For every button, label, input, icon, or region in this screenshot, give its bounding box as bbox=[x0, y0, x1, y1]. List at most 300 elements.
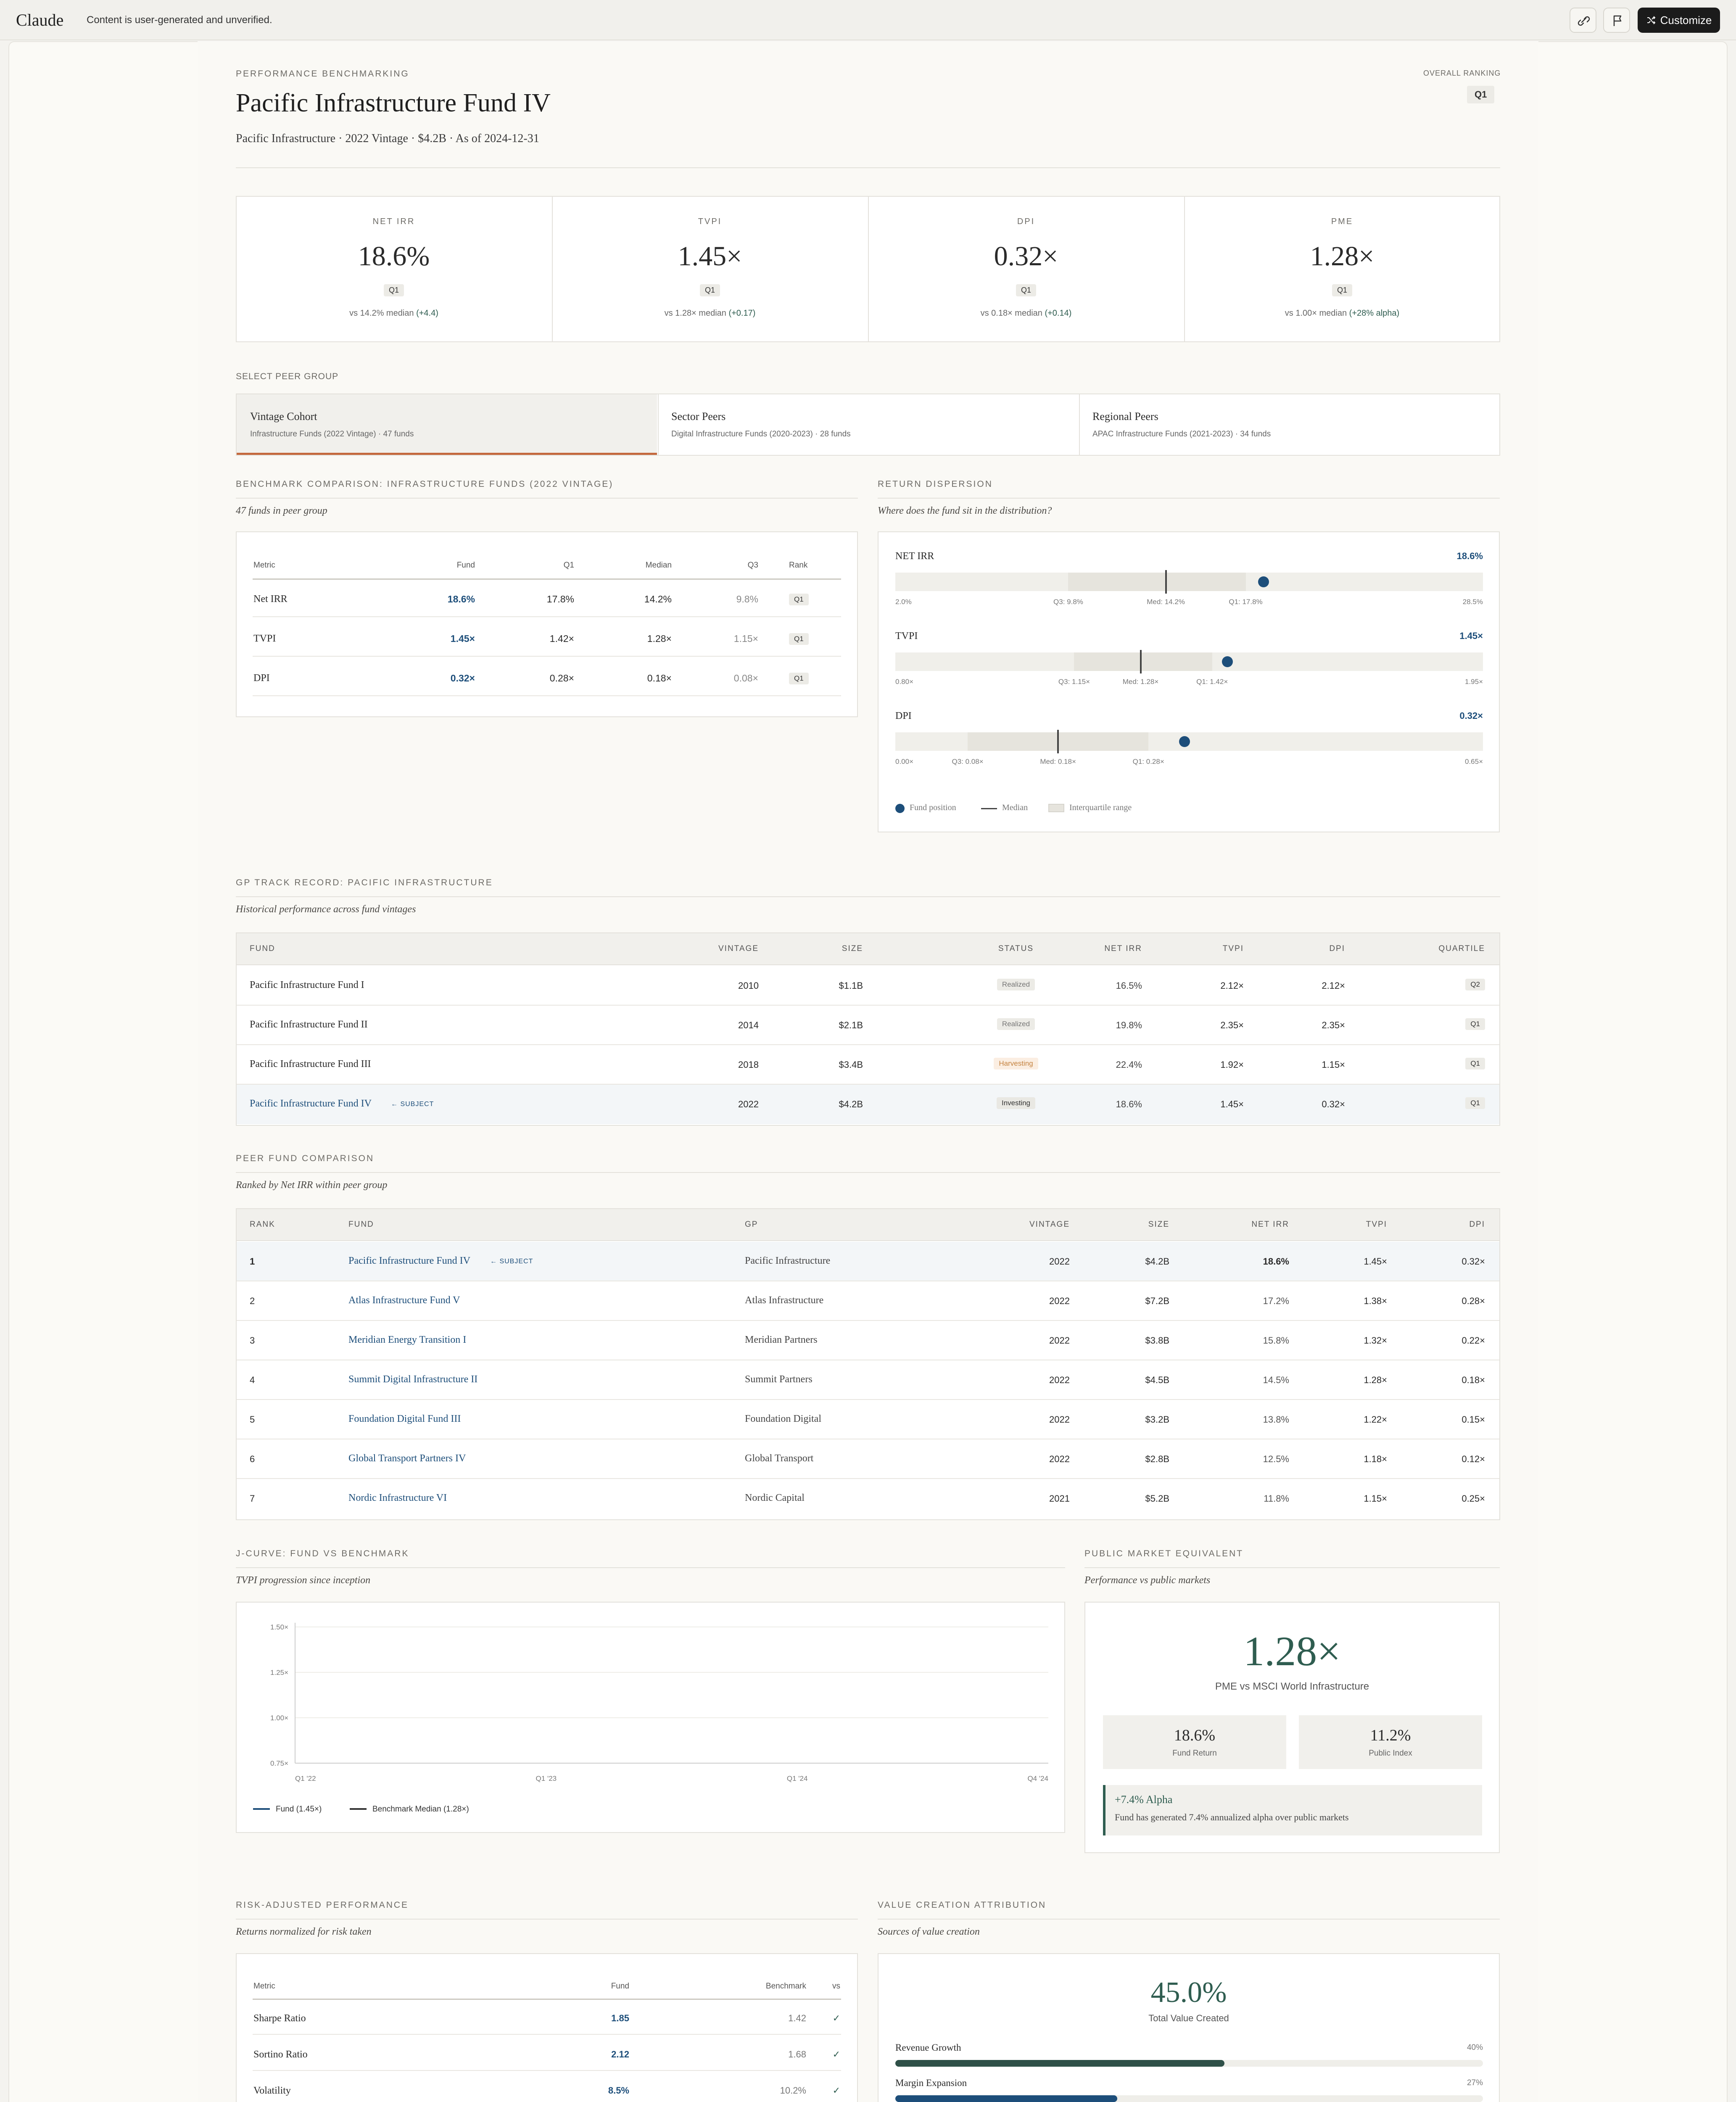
bench-header-rule bbox=[253, 578, 841, 580]
track-header: NET IRR bbox=[1104, 944, 1142, 953]
risk-header: vs bbox=[832, 1982, 840, 1991]
track-fund-name: Pacific Infrastructure Fund I bbox=[250, 980, 364, 990]
peers-row-rule bbox=[237, 1399, 1499, 1400]
tab-sector[interactable] bbox=[658, 394, 1078, 455]
peer-cell: 1.15× bbox=[1364, 1493, 1387, 1504]
alpha-note: Fund has generated 7.4% annualized alpha over public markets bbox=[1115, 1812, 1349, 1822]
track-cell: 2.35× bbox=[1322, 1020, 1345, 1030]
dispersion-tick: 2.0% bbox=[895, 598, 912, 606]
bench-row-rule bbox=[253, 656, 841, 657]
pme-value: 1.28× bbox=[1243, 1628, 1341, 1674]
dispersion-metric-name: NET IRR bbox=[895, 551, 934, 562]
peers-divider bbox=[236, 1172, 1500, 1173]
risk-title: RISK-ADJUSTED PERFORMANCE bbox=[236, 1900, 409, 1910]
peer-cell: 0.22× bbox=[1462, 1335, 1485, 1346]
peer-rank: 5 bbox=[250, 1414, 255, 1425]
risk-card bbox=[236, 1953, 858, 2102]
quartile-badge: Q1 bbox=[1465, 1058, 1485, 1069]
dispersion-median bbox=[1057, 730, 1059, 753]
kpi-value: 18.6% bbox=[358, 241, 430, 272]
tab-subtitle: Infrastructure Funds (2022 Vintage) · 47 funds bbox=[250, 430, 414, 438]
y-tick: 0.75× bbox=[270, 1759, 288, 1767]
pme-fund-label: Fund Return bbox=[1172, 1749, 1217, 1758]
rank-badge: Q1 bbox=[789, 633, 809, 645]
kpi-delta: (+0.14) bbox=[1045, 309, 1072, 318]
value-item-pct: 27% bbox=[1467, 2078, 1483, 2087]
bench-header: Fund bbox=[456, 561, 475, 570]
peer-rank: 2 bbox=[250, 1296, 255, 1306]
dispersion-iqr bbox=[1068, 573, 1245, 591]
kpi-comparison bbox=[1184, 309, 1500, 318]
kpi-delta: (+4.4) bbox=[416, 309, 438, 318]
rank-badge: Q1 bbox=[789, 673, 809, 684]
dispersion-tick: Med: 1.28× bbox=[1122, 678, 1159, 686]
risk-header-rule bbox=[253, 1999, 841, 2000]
dispersion-median bbox=[1165, 570, 1167, 594]
pme-index-label: Public Index bbox=[1369, 1749, 1412, 1758]
track-cell: 2.35× bbox=[1220, 1020, 1244, 1030]
track-title: GP TRACK RECORD: PACIFIC INFRASTRUCTURE bbox=[236, 878, 493, 887]
dispersion-tick: Med: 14.2% bbox=[1147, 598, 1185, 606]
peers-header: SIZE bbox=[1148, 1220, 1169, 1229]
y-tick: 1.00× bbox=[270, 1714, 288, 1722]
peers-header: TVPI bbox=[1366, 1220, 1387, 1229]
track-cell: $3.4B bbox=[839, 1059, 863, 1070]
bench-metric: TVPI bbox=[253, 633, 276, 644]
content-notice: Content is user-generated and unverified. bbox=[87, 14, 272, 26]
peer-gp: Pacific Infrastructure bbox=[745, 1255, 831, 1266]
overall-ranking-badge: Q1 bbox=[1467, 86, 1494, 103]
bench-metric: DPI bbox=[253, 673, 270, 684]
value-bar-fill bbox=[895, 2095, 1117, 2102]
app-logo[interactable]: Claude bbox=[16, 11, 64, 29]
kpi-quartile-badge: Q1 bbox=[700, 284, 720, 296]
x-tick: Q4 '24 bbox=[1027, 1775, 1048, 1782]
peer-cell: 0.28× bbox=[1462, 1296, 1485, 1306]
peer-cell: 0.12× bbox=[1462, 1454, 1485, 1464]
legend-median-line bbox=[981, 808, 997, 809]
track-cell: 22.4% bbox=[1116, 1059, 1142, 1070]
bench-header: Metric bbox=[253, 561, 275, 570]
bench-cell: 0.28× bbox=[549, 673, 574, 684]
overall-ranking-label: OVERALL RANKING bbox=[1423, 69, 1501, 77]
risk-header: Metric bbox=[253, 1982, 275, 1991]
link-button[interactable] bbox=[1570, 8, 1596, 33]
kpi-comparison-text: vs 14.2% median bbox=[349, 309, 414, 318]
value-item-name: Margin Expansion bbox=[895, 2078, 967, 2088]
track-header: FUND bbox=[250, 944, 275, 953]
dispersion-fund-dot bbox=[1222, 656, 1233, 667]
track-cell: 2.12× bbox=[1322, 980, 1345, 991]
kpi-value: 1.45× bbox=[678, 241, 742, 272]
peer-cell: 2022 bbox=[1049, 1375, 1070, 1385]
risk-row-rule bbox=[253, 2034, 841, 2035]
kpi-label: TVPI bbox=[698, 217, 722, 226]
peer-rank: 6 bbox=[250, 1454, 255, 1464]
peer-cell: $4.2B bbox=[1145, 1256, 1169, 1267]
bench-cell: 17.8% bbox=[546, 594, 574, 605]
dispersion-median bbox=[1140, 650, 1142, 673]
peer-fund-link[interactable]: Atlas Infrastructure Fund V bbox=[348, 1295, 460, 1306]
subject-tag: ← SUBJECT bbox=[490, 1258, 533, 1265]
track-header: DPI bbox=[1329, 944, 1345, 953]
legend-fund-label: Fund (1.45×) bbox=[276, 1805, 322, 1814]
peer-gp: Meridian Partners bbox=[745, 1334, 818, 1345]
flag-button[interactable] bbox=[1603, 8, 1630, 33]
top-bar bbox=[0, 0, 1736, 40]
value-total: 45.0% bbox=[1150, 1976, 1227, 2009]
dispersion-title: RETURN DISPERSION bbox=[878, 479, 993, 489]
x-tick: Q1 '22 bbox=[295, 1775, 316, 1782]
track-fund-name: Pacific Infrastructure Fund II bbox=[250, 1019, 368, 1030]
pme-divider bbox=[1084, 1567, 1500, 1568]
peer-group-label: SELECT PEER GROUP bbox=[236, 372, 339, 381]
status-badge: Investing bbox=[997, 1097, 1035, 1109]
peer-rank: 7 bbox=[250, 1493, 255, 1504]
tab-subtitle: Digital Infrastructure Funds (2020-2023) · 28 funds bbox=[671, 430, 851, 438]
pme-title: PUBLIC MARKET EQUIVALENT bbox=[1084, 1549, 1244, 1558]
bench-cell: 1.42× bbox=[549, 633, 574, 644]
x-tick: Q1 '24 bbox=[786, 1775, 808, 1782]
peer-cell: $7.2B bbox=[1145, 1296, 1169, 1306]
kpi-quartile-wrap bbox=[868, 284, 1184, 296]
peers-title: PEER FUND COMPARISON bbox=[236, 1154, 375, 1163]
track-header: VINTAGE bbox=[718, 944, 759, 953]
benchmark-subtitle: 47 funds in peer group bbox=[236, 505, 327, 516]
dispersion-tick: Q1: 17.8% bbox=[1229, 598, 1263, 606]
peers-header: DPI bbox=[1469, 1220, 1485, 1229]
dispersion-metric-name: TVPI bbox=[895, 631, 918, 642]
kpi-value: 0.32× bbox=[994, 241, 1058, 272]
kpi-quartile-wrap bbox=[552, 284, 868, 296]
peers-header: NET IRR bbox=[1251, 1220, 1289, 1229]
kpi-comparison bbox=[236, 309, 552, 318]
dispersion-tick: 0.65× bbox=[1464, 758, 1483, 766]
track-cell: 1.45× bbox=[1220, 1099, 1244, 1109]
risk-cell: 1.68 bbox=[788, 2049, 806, 2060]
peers-header: FUND bbox=[348, 1220, 374, 1229]
track-cell: 1.92× bbox=[1220, 1059, 1244, 1070]
flag-icon bbox=[1604, 8, 1631, 34]
track-row-rule bbox=[237, 1005, 1499, 1006]
peers-subtitle: Ranked by Net IRR within peer group bbox=[236, 1180, 388, 1191]
dispersion-tick: 0.00× bbox=[895, 758, 914, 766]
peers-row-rule bbox=[237, 1478, 1499, 1479]
value-total-label: Total Value Created bbox=[1148, 2013, 1229, 2023]
bench-cell: 18.6% bbox=[447, 594, 475, 605]
peer-cell: 14.5% bbox=[1263, 1375, 1289, 1385]
legend-benchmark-label: Benchmark Median (1.28×) bbox=[372, 1805, 469, 1814]
y-tick: 1.25× bbox=[270, 1669, 288, 1677]
page-title: Pacific Infrastructure Fund IV bbox=[236, 89, 551, 117]
dispersion-metric-value: 0.32× bbox=[1459, 710, 1483, 721]
value-subtitle: Sources of value creation bbox=[878, 1926, 980, 1937]
kpi-label: DPI bbox=[1017, 217, 1035, 226]
risk-metric: Sortino Ratio bbox=[253, 2049, 308, 2060]
benchmark-table-card bbox=[236, 531, 858, 717]
track-divider bbox=[236, 896, 1500, 897]
peer-cell: 1.32× bbox=[1364, 1335, 1387, 1346]
peer-cell: 2022 bbox=[1049, 1256, 1070, 1267]
benchmark-divider bbox=[236, 498, 858, 499]
bench-cell: 1.15× bbox=[733, 633, 758, 644]
dispersion-metric-name: DPI bbox=[895, 710, 912, 721]
peer-cell: 13.8% bbox=[1263, 1414, 1289, 1425]
kpi-delta: (+28% alpha) bbox=[1349, 309, 1400, 318]
track-cell: 0.32× bbox=[1322, 1099, 1345, 1109]
customize-label: Customize bbox=[1660, 13, 1712, 26]
status-badge: Realized bbox=[997, 1018, 1035, 1030]
link-icon bbox=[1570, 8, 1597, 34]
risk-divider bbox=[236, 1919, 858, 1920]
track-cell: 2014 bbox=[738, 1020, 759, 1030]
kpi-comparison-text: vs 1.00× median bbox=[1285, 309, 1347, 318]
kpi-quartile-wrap bbox=[1184, 284, 1500, 296]
tab-subtitle: APAC Infrastructure Funds (2021-2023) · 34 funds bbox=[1092, 430, 1271, 438]
bench-header: Q3 bbox=[747, 561, 758, 570]
peer-gp: Global Transport bbox=[745, 1453, 814, 1464]
risk-cell: 8.5% bbox=[608, 2085, 629, 2096]
track-header: TVPI bbox=[1222, 944, 1244, 953]
peer-cell: 0.15× bbox=[1462, 1414, 1485, 1425]
peer-gp: Foundation Digital bbox=[745, 1413, 821, 1424]
dispersion-tick: Q1: 1.42× bbox=[1196, 678, 1228, 686]
peer-fund-link[interactable]: Summit Digital Infrastructure II bbox=[348, 1374, 478, 1385]
risk-header: Fund bbox=[611, 1982, 629, 1991]
dispersion-tick: Q3: 1.15× bbox=[1058, 678, 1090, 686]
value-divider bbox=[878, 1919, 1500, 1920]
quartile-badge: Q2 bbox=[1465, 979, 1485, 990]
y-tick: 1.50× bbox=[270, 1623, 288, 1631]
dispersion-tick: 0.80× bbox=[895, 678, 914, 686]
bench-cell: 0.08× bbox=[733, 673, 758, 684]
check-icon: ✓ bbox=[832, 2085, 840, 2096]
peer-cell: 12.5% bbox=[1263, 1454, 1289, 1464]
legend-iqr-swatch bbox=[1048, 804, 1064, 812]
bench-metric: Net IRR bbox=[253, 594, 288, 605]
value-item-name: Revenue Growth bbox=[895, 2042, 961, 2053]
peer-cell: $3.2B bbox=[1145, 1414, 1169, 1425]
tab-vintage[interactable] bbox=[237, 394, 657, 455]
risk-metric: Volatility bbox=[253, 2085, 291, 2096]
bench-rank bbox=[789, 633, 809, 645]
peer-rank: 1 bbox=[250, 1256, 255, 1267]
peer-cell: 2021 bbox=[1049, 1493, 1070, 1504]
peer-cell: 1.45× bbox=[1364, 1256, 1387, 1267]
bench-row-rule bbox=[253, 695, 841, 696]
peers-row-rule bbox=[237, 1320, 1499, 1321]
track-fund-name[interactable]: Pacific Infrastructure Fund IV bbox=[250, 1098, 372, 1109]
dispersion-tick: Med: 0.18× bbox=[1040, 758, 1076, 766]
quartile-badge: Q1 bbox=[1465, 1018, 1485, 1030]
track-cell: $1.1B bbox=[839, 980, 863, 991]
bench-header: Median bbox=[645, 561, 672, 570]
peer-fund-link[interactable]: Foundation Digital Fund III bbox=[348, 1413, 461, 1424]
peer-cell: 0.32× bbox=[1462, 1256, 1485, 1267]
peer-cell: $3.8B bbox=[1145, 1335, 1169, 1346]
bench-header: Q1 bbox=[563, 561, 574, 570]
risk-cell: 2.12 bbox=[611, 2049, 629, 2060]
peers-header: RANK bbox=[250, 1220, 275, 1229]
peer-cell: 15.8% bbox=[1263, 1335, 1289, 1346]
dispersion-tick: Q3: 0.08× bbox=[952, 758, 984, 766]
track-subtitle: Historical performance across fund vintages bbox=[236, 904, 416, 915]
risk-metric: Sharpe Ratio bbox=[253, 2013, 306, 2024]
jcurve-title: J-CURVE: FUND VS BENCHMARK bbox=[236, 1549, 409, 1558]
kpi-comparison-text: vs 0.18× median bbox=[980, 309, 1042, 318]
peer-cell: 2022 bbox=[1049, 1454, 1070, 1464]
track-cell: 19.8% bbox=[1116, 1020, 1142, 1030]
peer-cell: 18.6% bbox=[1263, 1256, 1289, 1267]
tab-title: Regional Peers bbox=[1092, 410, 1158, 423]
kpi-label: PME bbox=[1331, 217, 1353, 226]
value-bar-fill bbox=[895, 2060, 1224, 2067]
peer-cell: 1.38× bbox=[1364, 1296, 1387, 1306]
kpi-comparison-text: vs 1.28× median bbox=[664, 309, 726, 318]
kpi-delta: (+0.17) bbox=[728, 309, 756, 318]
benchmark-title: BENCHMARK COMPARISON: INFRASTRUCTURE FUNDS (2022 VINTAGE) bbox=[236, 479, 614, 489]
shuffle-icon bbox=[1646, 15, 1656, 25]
track-cell: 2.12× bbox=[1220, 980, 1244, 991]
peer-cell: 0.25× bbox=[1462, 1493, 1485, 1504]
kpi-quartile-badge: Q1 bbox=[1016, 284, 1036, 296]
bench-cell: 9.8% bbox=[736, 594, 758, 605]
dispersion-divider bbox=[878, 498, 1500, 499]
dispersion-tick: 1.95× bbox=[1464, 678, 1483, 686]
value-title: VALUE CREATION ATTRIBUTION bbox=[878, 1900, 1047, 1910]
peer-cell: 17.2% bbox=[1263, 1296, 1289, 1306]
bench-cell: 1.28× bbox=[647, 633, 672, 644]
pme-fund-value: 18.6% bbox=[1174, 1727, 1216, 1744]
track-cell: 18.6% bbox=[1116, 1099, 1142, 1109]
tab-title: Vintage Cohort bbox=[250, 410, 317, 423]
alpha-callout bbox=[1103, 1785, 1482, 1835]
peer-cell: 2022 bbox=[1049, 1335, 1070, 1346]
pme-subtitle: Performance vs public markets bbox=[1084, 1575, 1211, 1586]
peer-cell: 2022 bbox=[1049, 1414, 1070, 1425]
alpha-value: +7.4% Alpha bbox=[1115, 1793, 1173, 1806]
track-cell: 1.15× bbox=[1322, 1059, 1345, 1070]
risk-subtitle: Returns normalized for risk taken bbox=[236, 1926, 372, 1937]
track-fund-name: Pacific Infrastructure Fund III bbox=[250, 1059, 371, 1069]
bench-rank bbox=[789, 673, 809, 684]
risk-cell: 1.85 bbox=[611, 2013, 629, 2023]
peer-cell: 1.22× bbox=[1364, 1414, 1387, 1425]
peers-header: GP bbox=[745, 1220, 758, 1229]
kpi-quartile-wrap bbox=[236, 284, 552, 296]
peers-header: VINTAGE bbox=[1029, 1220, 1070, 1229]
bench-header: Rank bbox=[789, 561, 808, 570]
jcurve-chart bbox=[236, 1602, 1065, 1833]
jcurve-divider bbox=[236, 1567, 1065, 1568]
track-quartile bbox=[1451, 1097, 1485, 1109]
bench-rank bbox=[789, 594, 809, 605]
kpi-comparison bbox=[868, 309, 1184, 318]
peer-fund-link[interactable]: Meridian Energy Transition I bbox=[348, 1334, 467, 1345]
track-header: STATUS bbox=[998, 944, 1034, 953]
peer-cell: $2.8B bbox=[1145, 1454, 1169, 1464]
risk-cell: 1.42 bbox=[788, 2013, 806, 2023]
subject-tag: ← SUBJECT bbox=[391, 1101, 434, 1108]
quartile-badge: Q1 bbox=[1465, 1097, 1485, 1109]
status-badge: Harvesting bbox=[994, 1058, 1038, 1069]
pme-label: PME vs MSCI World Infrastructure bbox=[1215, 1681, 1369, 1692]
kpi-label: NET IRR bbox=[372, 217, 415, 226]
peer-cell: $5.2B bbox=[1145, 1493, 1169, 1504]
kpi-value: 1.28× bbox=[1310, 241, 1375, 272]
bench-cell: 14.2% bbox=[644, 594, 672, 605]
peer-fund-link[interactable]: Nordic Infrastructure VI bbox=[348, 1492, 447, 1503]
dispersion-tick: Q1: 0.28× bbox=[1132, 758, 1164, 766]
peer-cell: 1.28× bbox=[1364, 1375, 1387, 1385]
legend-iqr-label: Interquartile range bbox=[1069, 803, 1132, 812]
page-subtitle: Pacific Infrastructure · 2022 Vintage · $4.2B · As of 2024-12-31 bbox=[236, 132, 539, 145]
peer-gp: Atlas Infrastructure bbox=[745, 1295, 824, 1306]
bench-cell: 0.32× bbox=[450, 673, 475, 684]
dispersion-metric-value: 1.45× bbox=[1459, 631, 1483, 641]
kpi-quartile-badge: Q1 bbox=[1332, 284, 1352, 296]
track-cell: $2.1B bbox=[839, 1020, 863, 1030]
dispersion-tick: 28.5% bbox=[1462, 598, 1483, 606]
header-divider bbox=[236, 167, 1500, 168]
value-item-pct: 40% bbox=[1467, 2043, 1483, 2052]
dispersion-tick: Q3: 9.8% bbox=[1053, 598, 1083, 606]
track-header: SIZE bbox=[842, 944, 863, 953]
peer-fund-link[interactable]: Pacific Infrastructure Fund IV bbox=[348, 1255, 470, 1266]
status-badge: Realized bbox=[997, 979, 1035, 990]
bench-row-rule bbox=[253, 616, 841, 617]
dispersion-iqr bbox=[1074, 652, 1212, 671]
peer-cell: 11.8% bbox=[1264, 1493, 1289, 1504]
peer-fund-link[interactable]: Global Transport Partners IV bbox=[348, 1453, 466, 1464]
legend-median-label: Median bbox=[1002, 803, 1028, 812]
dispersion-subtitle: Where does the fund sit in the distribution? bbox=[878, 505, 1052, 516]
peer-cell: 2022 bbox=[1049, 1296, 1070, 1306]
peer-cell: $4.5B bbox=[1145, 1375, 1169, 1385]
legend-fund-label: Fund position bbox=[910, 803, 956, 812]
pme-index-value: 11.2% bbox=[1370, 1727, 1411, 1744]
risk-header: Benchmark bbox=[765, 1982, 806, 1991]
x-tick: Q1 '23 bbox=[536, 1775, 557, 1782]
track-cell: 2010 bbox=[738, 980, 759, 991]
risk-cell: 10.2% bbox=[780, 2085, 806, 2096]
peer-cell: 1.18× bbox=[1364, 1454, 1387, 1464]
peer-rank: 4 bbox=[250, 1375, 255, 1385]
peer-gp: Summit Partners bbox=[745, 1374, 813, 1385]
kpi-quartile-badge: Q1 bbox=[384, 284, 404, 296]
check-icon: ✓ bbox=[832, 2049, 840, 2060]
peer-rank: 3 bbox=[250, 1335, 255, 1346]
peer-cell: 0.18× bbox=[1462, 1375, 1485, 1385]
rank-badge: Q1 bbox=[789, 594, 809, 605]
tab-regional[interactable] bbox=[1079, 394, 1499, 455]
risk-row-rule bbox=[253, 2070, 841, 2071]
page-eyebrow: PERFORMANCE BENCHMARKING bbox=[236, 69, 409, 79]
track-cell: 16.5% bbox=[1116, 980, 1142, 991]
peer-gp: Nordic Capital bbox=[745, 1492, 805, 1503]
tab-title: Sector Peers bbox=[671, 410, 726, 423]
customize-button[interactable] bbox=[1638, 8, 1720, 33]
bench-cell: 0.18× bbox=[647, 673, 672, 684]
kpi-comparison bbox=[552, 309, 868, 318]
bench-cell: 1.45× bbox=[450, 633, 475, 644]
legend-fund-dot bbox=[895, 804, 905, 813]
track-quartile bbox=[1451, 1018, 1485, 1030]
track-header: QUARTILE bbox=[1438, 944, 1485, 953]
check-icon: ✓ bbox=[832, 2013, 840, 2023]
track-cell: 2022 bbox=[738, 1099, 759, 1109]
track-cell: $4.2B bbox=[839, 1099, 863, 1109]
